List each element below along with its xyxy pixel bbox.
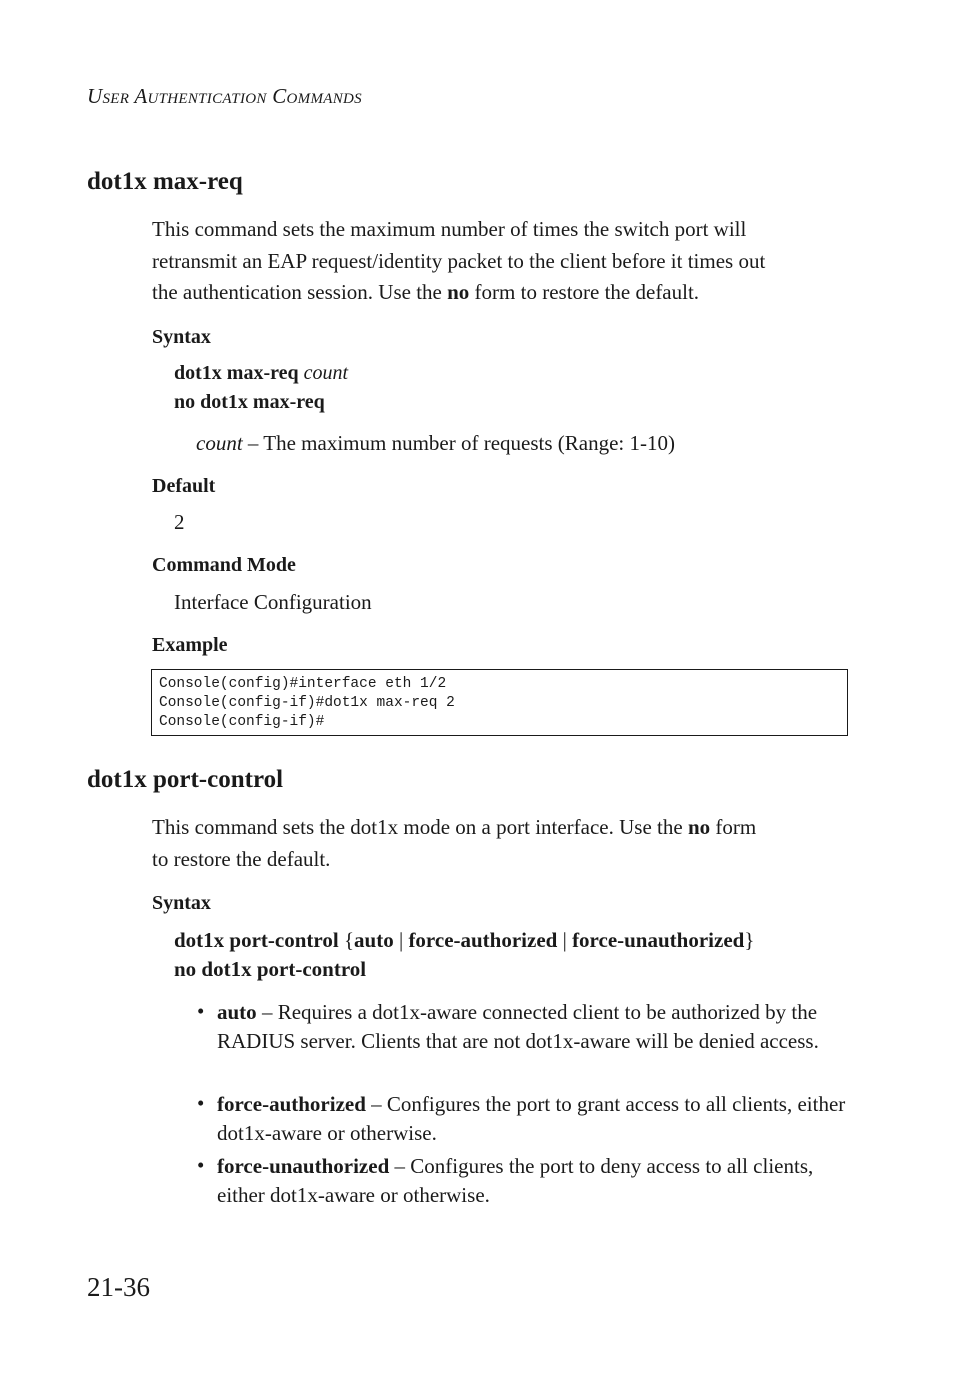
text-run: form xyxy=(710,815,757,839)
default-heading: Default xyxy=(152,475,216,497)
separator: | xyxy=(557,928,573,952)
description-line xyxy=(152,812,852,844)
code-example xyxy=(151,669,848,736)
section-title-max-req: dot1x max-req xyxy=(87,168,243,195)
text-run: the authentication session. Use the xyxy=(152,280,448,304)
description-line: This command sets the maximum number of times the switch port will xyxy=(152,217,747,241)
list-item-desc: – Configures the port to grant access to all clients, either dot1x-aware or otherwise. xyxy=(217,1092,862,1145)
code-line: Console(config-if)#dot1x max-req 2 xyxy=(159,695,455,711)
page-number: 21-36 xyxy=(87,1272,150,1302)
running-head: User Authentication Commands xyxy=(87,84,362,108)
syntax-command xyxy=(174,362,348,385)
separator: | xyxy=(393,928,409,952)
code-line: Console(config)#interface eth 1/2 xyxy=(159,676,447,692)
list-item-desc: – Requires a dot1x-aware connected client to be authorized by the RADIUS server. Clients that are not dot1x-aware will be denied access. xyxy=(217,1000,819,1053)
brace-close: } xyxy=(744,928,755,952)
list-item-term: force-authorized xyxy=(217,1092,366,1116)
list-item-term: force-unauthorized xyxy=(217,1154,390,1178)
param-name: count xyxy=(196,431,243,455)
list-item-force-unauthorized xyxy=(217,1152,849,1210)
syntax-command xyxy=(174,928,754,953)
command-param: count xyxy=(303,362,349,384)
option-auto: auto xyxy=(354,928,394,952)
bullet-icon: • xyxy=(197,1153,205,1177)
code-line: Console(config-if)# xyxy=(159,714,325,730)
list-item-term: auto xyxy=(217,1000,257,1024)
bullet-icon: • xyxy=(197,1091,205,1115)
description-line: retransmit an EAP request/identity packet to the client before it times out xyxy=(152,248,766,273)
example-heading: Example xyxy=(152,634,228,656)
list-item-desc: – Configures the port to deny access to all clients, either dot1x-aware or otherwise. xyxy=(217,1154,814,1207)
syntax-no-command: no dot1x port-control xyxy=(174,957,367,981)
command-name: dot1x max-req xyxy=(174,362,299,384)
option-force-authorized: force-authorized xyxy=(408,928,558,952)
list-item-force-authorized xyxy=(217,1090,862,1148)
section-title-port-control: dot1x port-control xyxy=(87,766,284,793)
syntax-no-command: no dot1x max-req xyxy=(174,391,325,413)
command-mode-value: Interface Configuration xyxy=(174,590,372,614)
bullet-icon: • xyxy=(197,999,205,1023)
default-value: 2 xyxy=(174,510,185,534)
param-desc: – The maximum number of requests (Range: 1-10) xyxy=(242,431,676,455)
description-max-req xyxy=(152,214,852,309)
brace-open: { xyxy=(338,928,355,952)
syntax-heading: Syntax xyxy=(152,326,211,348)
description-line xyxy=(152,277,852,309)
description-port-control xyxy=(152,812,852,875)
text-run: form to restore the default. xyxy=(469,280,700,304)
text-run: This command sets the dot1x mode on a port interface. Use the xyxy=(152,815,688,839)
list-item-auto xyxy=(217,998,849,1056)
keyword-no: no xyxy=(687,815,711,839)
param-description xyxy=(196,431,675,456)
command-name: dot1x port-control xyxy=(174,928,339,952)
description-line: to restore the default. xyxy=(152,846,331,871)
keyword-no: no xyxy=(447,280,470,304)
command-mode-heading: Command Mode xyxy=(152,554,296,576)
syntax-heading: Syntax xyxy=(152,892,211,914)
option-force-unauthorized: force-unauthorized xyxy=(572,928,745,952)
